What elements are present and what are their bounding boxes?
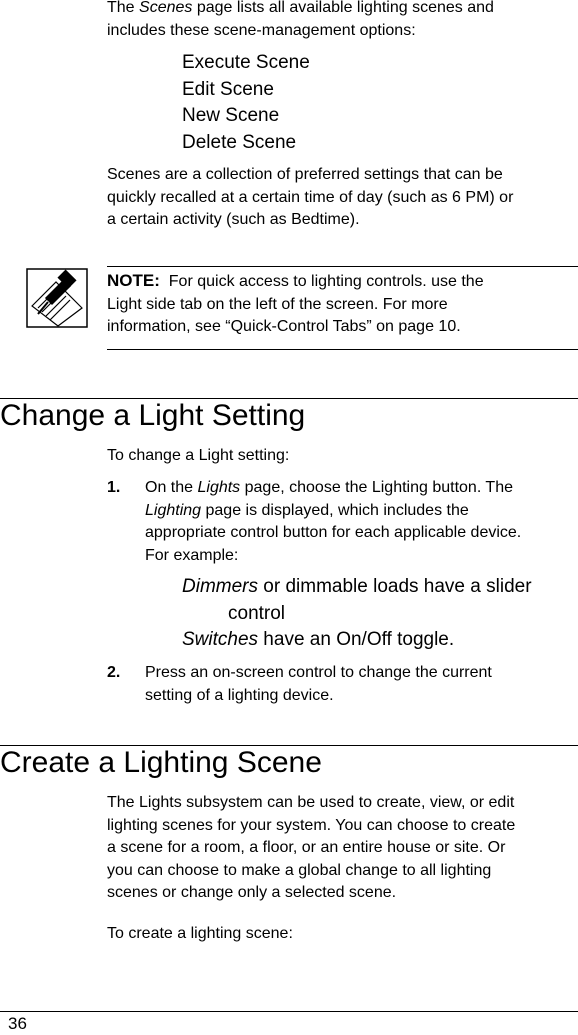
scene-paragraph bbox=[107, 792, 515, 905]
note-text bbox=[107, 270, 484, 339]
scenes-line: Scenes are a collection of preferred settings that can be bbox=[107, 166, 503, 183]
note-line-2: Light side tab on the left of the screen. For more bbox=[107, 295, 448, 313]
lighting-emphasis: Lighting bbox=[145, 501, 202, 519]
option-execute-scene: Execute Scene bbox=[182, 52, 310, 73]
example-dimmers bbox=[182, 574, 532, 601]
step-text: page is displayed, which includes the bbox=[201, 501, 469, 519]
heading-change-light-setting: Change a Light Setting bbox=[0, 399, 306, 432]
intro-text: The bbox=[107, 0, 140, 16]
example-text: or dimmable loads have a slider bbox=[258, 576, 532, 597]
note-line-3: information, see “Quick-Control Tabs” on page 10. bbox=[107, 318, 461, 335]
dimmers-emphasis: Dimmers bbox=[182, 576, 258, 597]
examples-list bbox=[182, 574, 532, 654]
intro-line-1 bbox=[107, 0, 494, 20]
step-text: On the bbox=[145, 479, 198, 496]
light-intro: To change a Light setting: bbox=[107, 447, 290, 464]
lights-emphasis: Lights bbox=[197, 479, 241, 496]
step-2-line-1: Press an on-screen control to change the current bbox=[145, 664, 492, 681]
scene-options-list bbox=[182, 50, 310, 156]
step-1-line-4: For example: bbox=[145, 546, 239, 564]
step-2-line-2: setting of a lighting device. bbox=[145, 686, 334, 704]
scene-line: The Lights subsystem can be used to create, view, or edit bbox=[107, 794, 515, 811]
option-new-scene: New Scene bbox=[182, 105, 280, 126]
footer-rule bbox=[0, 1011, 578, 1012]
note-line-1 bbox=[107, 270, 484, 294]
intro-paragraph bbox=[107, 0, 494, 42]
scene-line: a scene for a room, a floor, or an entire house or site. Or bbox=[107, 839, 506, 856]
option-edit-scene: Edit Scene bbox=[182, 78, 274, 100]
example-switches bbox=[182, 627, 532, 654]
note-bottom-rule bbox=[107, 349, 578, 350]
switches-emphasis: Switches bbox=[182, 629, 259, 650]
step-1-line-3: appropriate control button for each applicable device. bbox=[145, 524, 522, 541]
step-text: page, choose the Lighting button. The bbox=[240, 479, 513, 496]
step-2-text bbox=[145, 662, 492, 707]
example-text: have an On/Off toggle. bbox=[258, 629, 455, 650]
scenes-emphasis: Scenes bbox=[139, 0, 193, 16]
intro-text: page lists all available lighting scenes and bbox=[192, 0, 494, 16]
step-1-line-1 bbox=[145, 477, 521, 500]
scenes-line: quickly recalled at a certain time of day (such as 6 PM) or bbox=[107, 188, 514, 206]
step-2-number: 2. bbox=[107, 664, 121, 681]
scenes-line: a certain activity (such as Bedtime). bbox=[107, 211, 360, 228]
step-1-number: 1. bbox=[107, 479, 121, 496]
note-top-rule bbox=[107, 266, 578, 267]
scene-line: lighting scenes for your system. You can choose to create bbox=[107, 816, 516, 834]
page-number: 36 bbox=[8, 1014, 27, 1033]
scene-line: scenes or change only a selected scene. bbox=[107, 884, 397, 901]
heading-create-lighting-scene: Create a Lighting Scene bbox=[0, 746, 322, 779]
note-line-1-text: For quick access to lighting controls. use the bbox=[168, 273, 484, 290]
note-label: NOTE: bbox=[107, 271, 160, 290]
option-delete-scene: Delete Scene bbox=[182, 131, 297, 153]
scenes-description bbox=[107, 164, 513, 232]
step-1-text bbox=[145, 477, 521, 567]
example-dimmers-cont: control bbox=[228, 602, 286, 624]
note-pushpin-icon bbox=[26, 268, 88, 328]
intro-line-2: includes these scene-management options: bbox=[107, 21, 416, 39]
scene-line: you can choose to make a global change to all lighting bbox=[107, 861, 492, 879]
step-1-line-2 bbox=[145, 500, 521, 523]
scene-outro: To create a lighting scene: bbox=[107, 925, 293, 942]
